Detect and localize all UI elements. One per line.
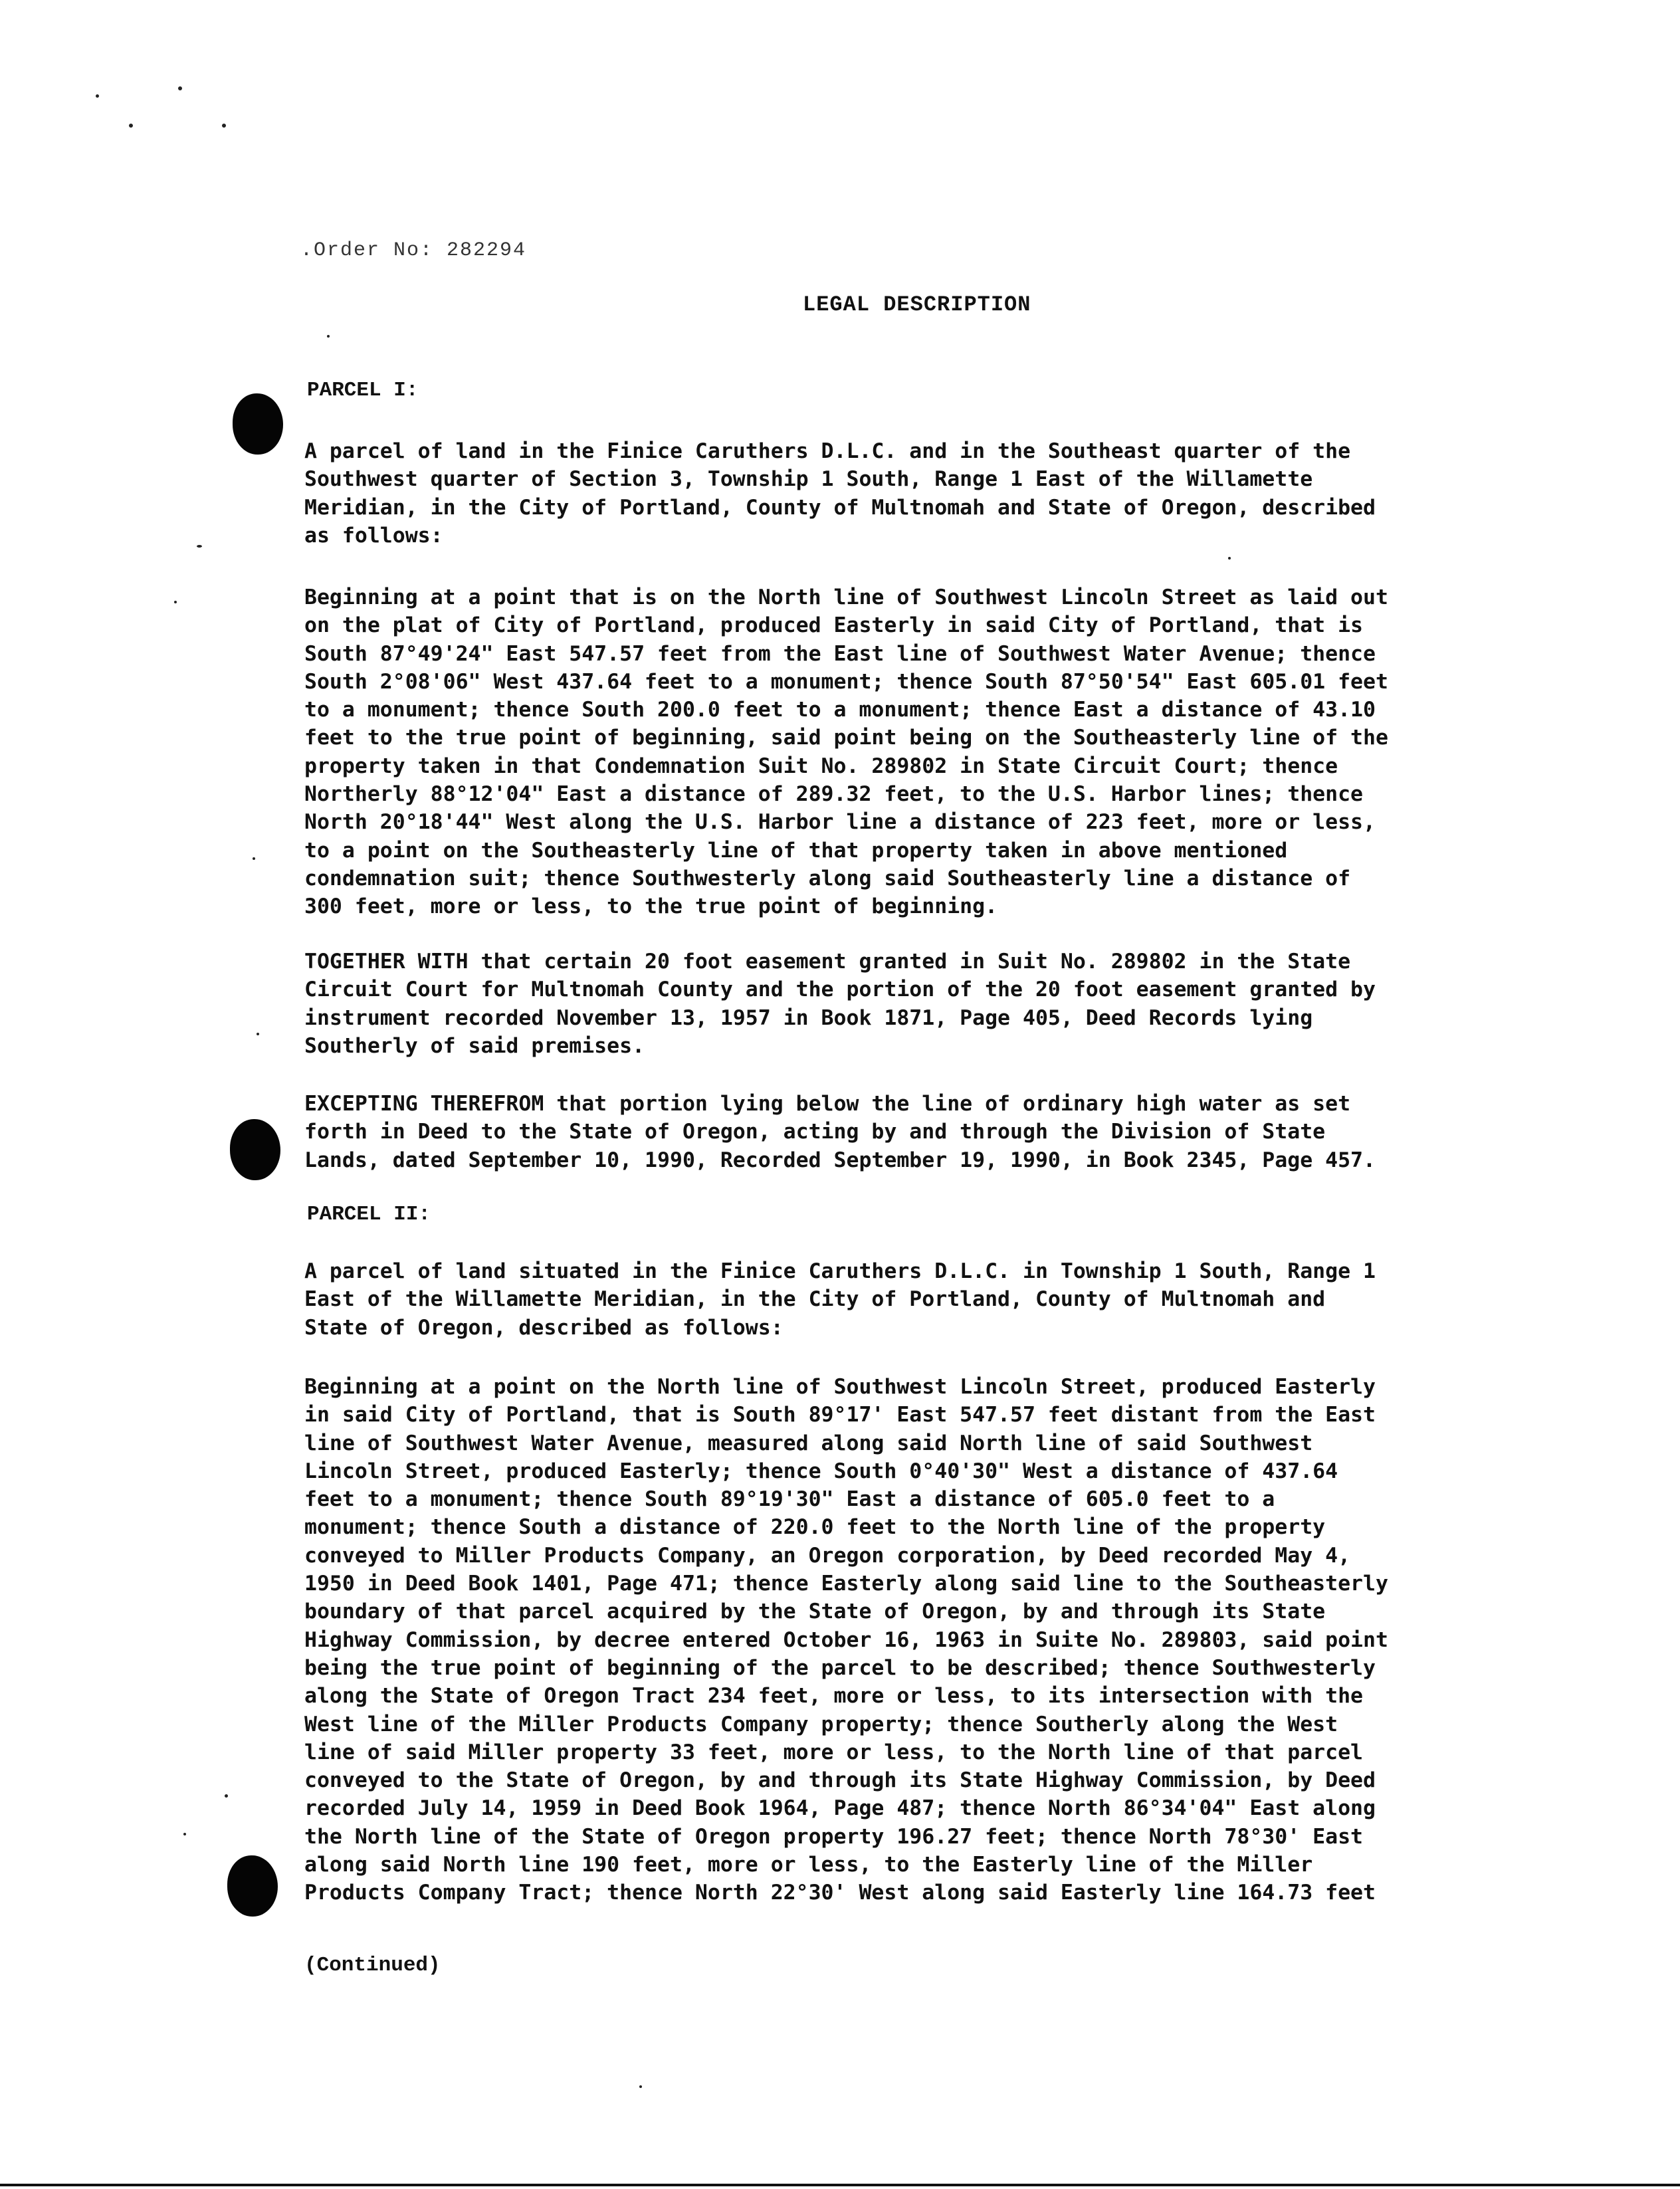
parcel-1-intro: A parcel of land in the Finice Caruthers D.L.C. and in the Southeast quarter of the Southwest quarter of Section 3, Township 1 South, Range 1 East of the Willamette Meridian, in the City of Portland, County of Multnomah and State of Oregon, described as follows: xyxy=(304,439,1376,548)
scan-speck xyxy=(178,86,182,90)
parcel-1-together-with: TOGETHER WITH that certain 20 foot easement granted in Suit No. 289802 in the State Circuit Court for Multnomah County and the portion of the 20 foot easement granted by instrument recorded November 13, 1957 in Book 1871, Page 405, Deed Records lying Southerly of said premises. xyxy=(304,950,1376,1058)
page-bottom-edge xyxy=(0,2184,1680,2186)
order-number: .Order No: 282294 xyxy=(300,239,527,262)
hole-punch-mark xyxy=(230,1119,280,1180)
parcel-1-heading: PARCEL I: xyxy=(307,379,419,402)
scan-speck xyxy=(639,2085,642,2088)
scan-speck xyxy=(225,1794,228,1798)
hole-punch-mark xyxy=(233,393,283,455)
document-title: LEGAL DESCRIPTION xyxy=(803,292,1031,317)
hole-punch-mark xyxy=(227,1855,278,1917)
scan-speck xyxy=(197,545,202,548)
scan-speck xyxy=(183,1833,186,1835)
continued-note: (Continued) xyxy=(304,1954,441,1977)
scan-speck xyxy=(253,857,255,860)
scan-speck xyxy=(327,335,330,338)
scan-speck xyxy=(96,94,99,98)
scan-speck xyxy=(1228,557,1231,560)
parcel-2-intro: A parcel of land situated in the Finice Caruthers D.L.C. in Township 1 South, Range 1 East of the Willamette Meridian, in the City of Portland, County of Multnomah and State of Oregon, described as follows: xyxy=(304,1259,1376,1340)
scan-speck xyxy=(222,124,226,128)
scan-speck xyxy=(257,1033,259,1035)
parcel-1-excepting: EXCEPTING THEREFROM that portion lying below the line of ordinary high water as set forth in Deed to the State of Oregon, acting by and through the Division of State Lands, dated September 10, 1990, Recorded September 19, 1990, in Book 2345, Page 457. xyxy=(304,1092,1376,1172)
parcel-2-beginning: Beginning at a point on the North line of Southwest Lincoln Street, produced Easterly in said City of Portland, that is South 89°17' East 547.57 feet distant from the East line of Southwest Water Avenue, measured along said North line of said Southwest Lincoln Street, produced Easterly; thence South 0°40'30" West a distance of 437.64 feet to a monument; thence South 89°19'30" East a distance of 605.0 feet to a monument; thence South a distance of 220.0 feet to the North line of the property conveyed to Miller Products Company, an Oregon corporation, by Deed recorded May 4, 1950 in Deed Book 1401, Page 471; thence Easterly along said line to the Southeasterly boundary of that parcel acquired by the State of Oregon, by and through its State Highway Commission, by decree entered October 16, 1963 in Suite No. 289803, said point being the true point of beginning of the parcel to be described; thence Southwesterly along the State of Oregon Tract 234 feet, more or less, to its intersection with the West line of the Miller Products Company property; thence Southerly along the West line of said Miller property 33 feet, more or less, to the North line of that parcel conveyed to the State of Oregon, by and through its State Highway Commission, by Deed recorded July 14, 1959 in Deed Book 1964, Page 487; thence North 86°34'04" East along the North line of the State of Oregon property 196.27 feet; thence North 78°30' East along said North line 190 feet, more or less, to the Easterly line of the Miller Products Company Tract; thence North 22°30' West along said Easterly line 164.73 feet xyxy=(304,1375,1388,1905)
parcel-1-beginning: Beginning at a point that is on the North line of Southwest Lincoln Street as laid out on the plat of City of Portland, produced Easterly in said City of Portland, that is South 87°49'24" East 547.57 feet from the East line of Southwest Water Avenue; thence South 2°08'06" West 437.64 feet to a monument; thence South 87°50'54" East 605.01 feet to a monument; thence South 200.0 feet to a monument; thence East a distance of 43.10 feet to the true point of beginning, said point being on the Southeasterly line of the property taken in that Condemnation Suit No. 289802 in State Circuit Court; thence Northerly 88°12'04" East a distance of 289.32 feet, to the U.S. Harbor lines; thence North 20°18'44" West along the U.S. Harbor line a distance of 223 feet, more or less, to a point on the Southeasterly line of that property taken in above mentioned condemnation suit; thence Southwesterly along said Southeasterly line a distance of 300 feet, more or less, to the true point of beginning. xyxy=(304,585,1388,919)
parcel-2-heading: PARCEL II: xyxy=(307,1203,431,1226)
scan-speck xyxy=(174,601,177,603)
scan-speck xyxy=(129,124,133,128)
